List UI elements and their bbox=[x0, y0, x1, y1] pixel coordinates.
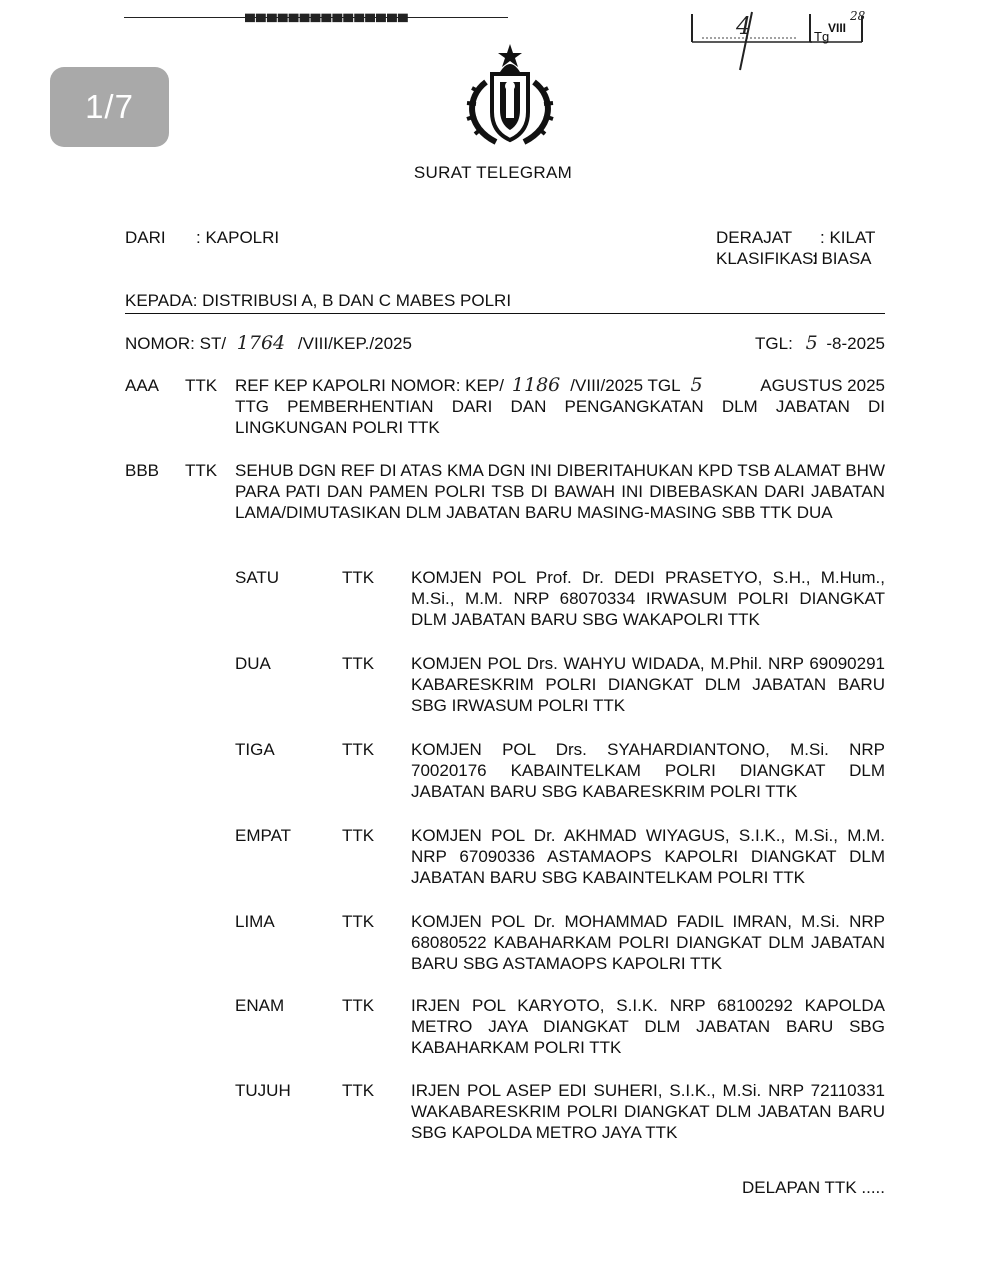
stamp-tg-label: Tg bbox=[814, 29, 830, 44]
aaa-rest: TTG PEMBERHENTIAN DARI DAN PENGANGKATAN DLM JABATAN DI LINGKUNGAN POLRI TTK bbox=[235, 397, 885, 437]
nomor-prefix: NOMOR: ST/ bbox=[125, 334, 227, 353]
item-num: TIGA bbox=[235, 740, 275, 759]
aaa-label: AAA bbox=[125, 376, 160, 395]
item-ttk: TTK bbox=[342, 740, 375, 759]
klasifikasi-value: : BIASA bbox=[812, 249, 872, 268]
dari-value: : KAPOLRI bbox=[196, 228, 280, 247]
item-ttk: TTK bbox=[342, 568, 375, 587]
tgl-handwritten: 5 bbox=[805, 332, 818, 354]
tgl-row bbox=[680, 333, 885, 354]
item-text: IRJEN POL ASEP EDI SUHERI, S.I.K., M.Si. NRP 72110331 WAKABARESKRIM POLRI DIANGKAT DLM JABATAN BARU SBG KAPOLDA METRO JAYA TTK bbox=[411, 1081, 885, 1142]
item-num: TUJUH bbox=[235, 1081, 291, 1100]
stamp-signature: 4 bbox=[736, 12, 752, 40]
kepada-row: KEPADA: DISTRIBUSI A, B DAN C MABES POLRI bbox=[125, 290, 885, 314]
stamp-tg-value: VIII bbox=[828, 21, 847, 35]
item-num: EMPAT bbox=[235, 826, 292, 845]
bbb-ttk: TTK bbox=[185, 461, 218, 480]
tgl-suffix: -8-2025 bbox=[826, 334, 885, 353]
item-text: KOMJEN POL Prof. Dr. DEDI PRASETYO, S.H., M.Hum., M.Si., M.M. NRP 68070334 IRWASUM POLRI DIANGKAT DLM JABATAN BARU SBG WAKAPOLRI TTK bbox=[411, 568, 885, 629]
item-num: ENAM bbox=[235, 996, 285, 1015]
item-ttk: TTK bbox=[342, 654, 375, 673]
item-ttk: TTK bbox=[342, 1081, 375, 1100]
item-ttk: TTK bbox=[342, 826, 375, 845]
item-text: KOMJEN POL Dr. MOHAMMAD FADIL IMRAN, M.Si. NRP 68080522 KABAHARKAM POLRI DIANGKAT DLM JABATAN BARU SBG ASTAMAOPS KAPOLRI TTK bbox=[411, 912, 885, 973]
incoming-stamp bbox=[690, 9, 866, 46]
aaa-line1-suffix: AGUSTUS 2025 bbox=[760, 376, 885, 395]
bbb-text: SEHUB DGN REF DI ATAS KMA DGN INI DIBERITAHUKAN KPD TSB ALAMAT BHW PARA PATI DAN PAMEN POLRI TSB DI BAWAH INI DIBEBASKAN DARI JABATAN LAMA/DIMUTASIKAN DLM JABATAN BARU MASING-MASING SBB TTK DUA bbox=[235, 461, 885, 522]
item-num: SATU bbox=[235, 568, 280, 587]
klasifikasi-label: KLASIFIKASI bbox=[716, 249, 819, 268]
bbb-label: BBB bbox=[125, 461, 160, 480]
dari-label: DARI bbox=[125, 228, 166, 247]
item-num: DUA bbox=[235, 654, 271, 673]
item-ttk: TTK bbox=[342, 996, 375, 1015]
page-indicator-badge: 1/7 bbox=[50, 67, 169, 147]
nomor-handwritten: 1764 bbox=[236, 332, 286, 354]
document-title: SURAT TELEGRAM bbox=[413, 163, 573, 182]
nomor-suffix: /VIII/KEP./2025 bbox=[297, 334, 412, 353]
item-text: IRJEN POL KARYOTO, S.I.K. NRP 68100292 KAPOLDA METRO JAYA DIANGKAT DLM JABATAN BARU SBG KABAHARKAM POLRI TTK bbox=[411, 996, 885, 1057]
derajat-value: : KILAT bbox=[820, 228, 876, 247]
item-text: KOMJEN POL Drs. WAHYU WIDADA, M.Phil. NRP 69090291 KABARESKRIM POLRI DIANGKAT DLM JABATAN BARU SBG IRWASUM POLRI TTK bbox=[411, 654, 885, 715]
item-num: LIMA bbox=[235, 912, 275, 931]
aaa-ttk: TTK bbox=[185, 376, 218, 395]
aaa-line1 bbox=[235, 375, 885, 396]
item-text: KOMJEN POL Dr. AKHMAD WIYAGUS, S.I.K., M.Si., M.M. NRP 67090336 ASTAMAOPS KAPOLRI DIANGKAT DLM JABATAN BARU SBG KABAINTELKAM POLRI TTK bbox=[411, 826, 885, 887]
aaa-line1-prefix: REF KEP KAPOLRI NOMOR: KEP/ 1186 /VIII/2025 TGL 5 bbox=[235, 374, 703, 396]
aaa-day-handwritten: 5 bbox=[690, 374, 703, 396]
header-rule bbox=[124, 17, 508, 18]
continuation-note: DELAPAN TTK ..... bbox=[742, 1178, 885, 1197]
nomor-row bbox=[125, 333, 412, 354]
tgl-prefix: TGL: bbox=[755, 334, 793, 353]
item-text: KOMJEN POL Drs. SYAHARDIANTONO, M.Si. NRP 70020176 KABAINTELKAM POLRI DIANGKAT DLM JABATAN BARU SBG KABARESKRIM POLRI TTK bbox=[411, 740, 885, 801]
cut-off-header-text: ▄▄▄▄▄▄▄▄▄▄▄▄▄▄▄ bbox=[245, 5, 409, 21]
stamp-tg-day: 28 bbox=[850, 9, 866, 23]
item-ttk: TTK bbox=[342, 912, 375, 931]
police-emblem bbox=[456, 42, 564, 150]
derajat-label: DERAJAT bbox=[716, 228, 793, 247]
aaa-kep-handwritten: 1186 bbox=[511, 374, 561, 396]
